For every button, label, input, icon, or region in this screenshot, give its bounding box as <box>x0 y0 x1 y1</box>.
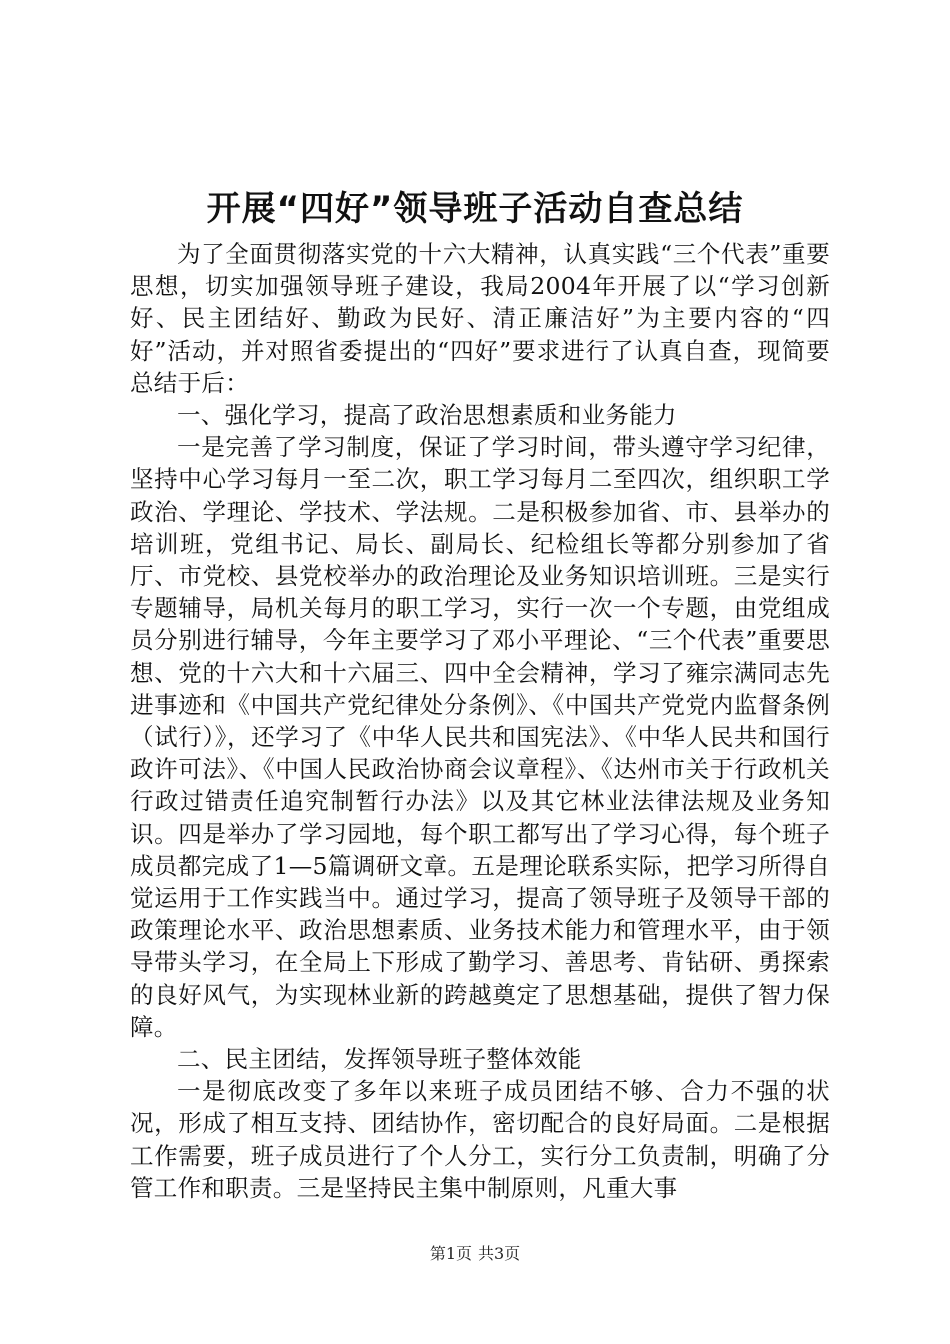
page-number: 第1页 <box>429 1244 472 1263</box>
section-heading-2: 二、民主团结，发挥领导班子整体效能 <box>177 1045 582 1074</box>
section-1-paragraph: 一是完善了学习制度，保证了学习时间，带头遵守学习纪律，坚持中心学习每月一至二次，职工学习每月二至四次，组织职工学政治、学理论、学技术、学法规。二是积极参加省、市、县举办的培训班，党组书记、局长、副局长、纪检组长等都分别参加了省厅、市党校、县党校举办的政治理论及业务知识培训班。三是实行专题辅导，局机关每月的职工学习，实行一次一个专题，由党组成员分别进行辅导，今年主要学习了邓小平理论、“三个代表”重要思想、党的十六大和十六届三、四中全会精神，学习了雍宗满同志先进事迹和《中国共产党纪律处分条例》、《中国共产党党内监督条例（试行）》，还学习了《中华人民共和国宪法》、《中华人民共和国行政许可法》、《中国人民政治协商会议章程》、《达州市关于行政机关行政过错责任追究制暂行办法》以及其它林业法律法规及业务知识。四是举办了学习园地，每个职工都写出了学习心得，每个班子成员都完成了1—5篇调研文章。五是理论联系实际，把学习所得自觉运用于工作实践当中。通过学习，提高了领导班子及领导干部的政策理论水平、政治思想素质、业务技术能力和管理水平，由于领导带头学习，在全局上下形成了勤学习、善思考、肯钻研、勇探索的良好风气，为实现林业新的跨越奠定了思想基础，提供了智力保障。 <box>130 433 830 1041</box>
page-footer <box>0 1243 950 1265</box>
section-heading-1: 一、强化学习，提高了政治思想素质和业务能力 <box>177 401 677 430</box>
section-2-paragraph: 一是彻底改变了多年以来班子成员团结不够、合力不强的状况，形成了相互支持、团结协作，密切配合的良好局面。二是根据工作需要，班子成员进行了个人分工，实行分工负责制，明确了分管工作和职责。三是坚持民主集中制原则，凡重大事 <box>130 1077 830 1202</box>
intro-paragraph: 为了全面贯彻落实党的十六大精神，认真实践“三个代表”重要思想，切实加强领导班子建设，我局2004年开展了以“学习创新好、民主团结好、勤政为民好、清正廉洁好”为主要内容的“四好”活动，并对照省委提出的“四好”要求进行了认真自查，现简要总结于后： <box>130 240 830 397</box>
document-body <box>130 238 830 1204</box>
document-title: 开展“四好”领导班子活动自查总结 <box>206 189 744 229</box>
page-total: 共3页 <box>478 1244 521 1263</box>
